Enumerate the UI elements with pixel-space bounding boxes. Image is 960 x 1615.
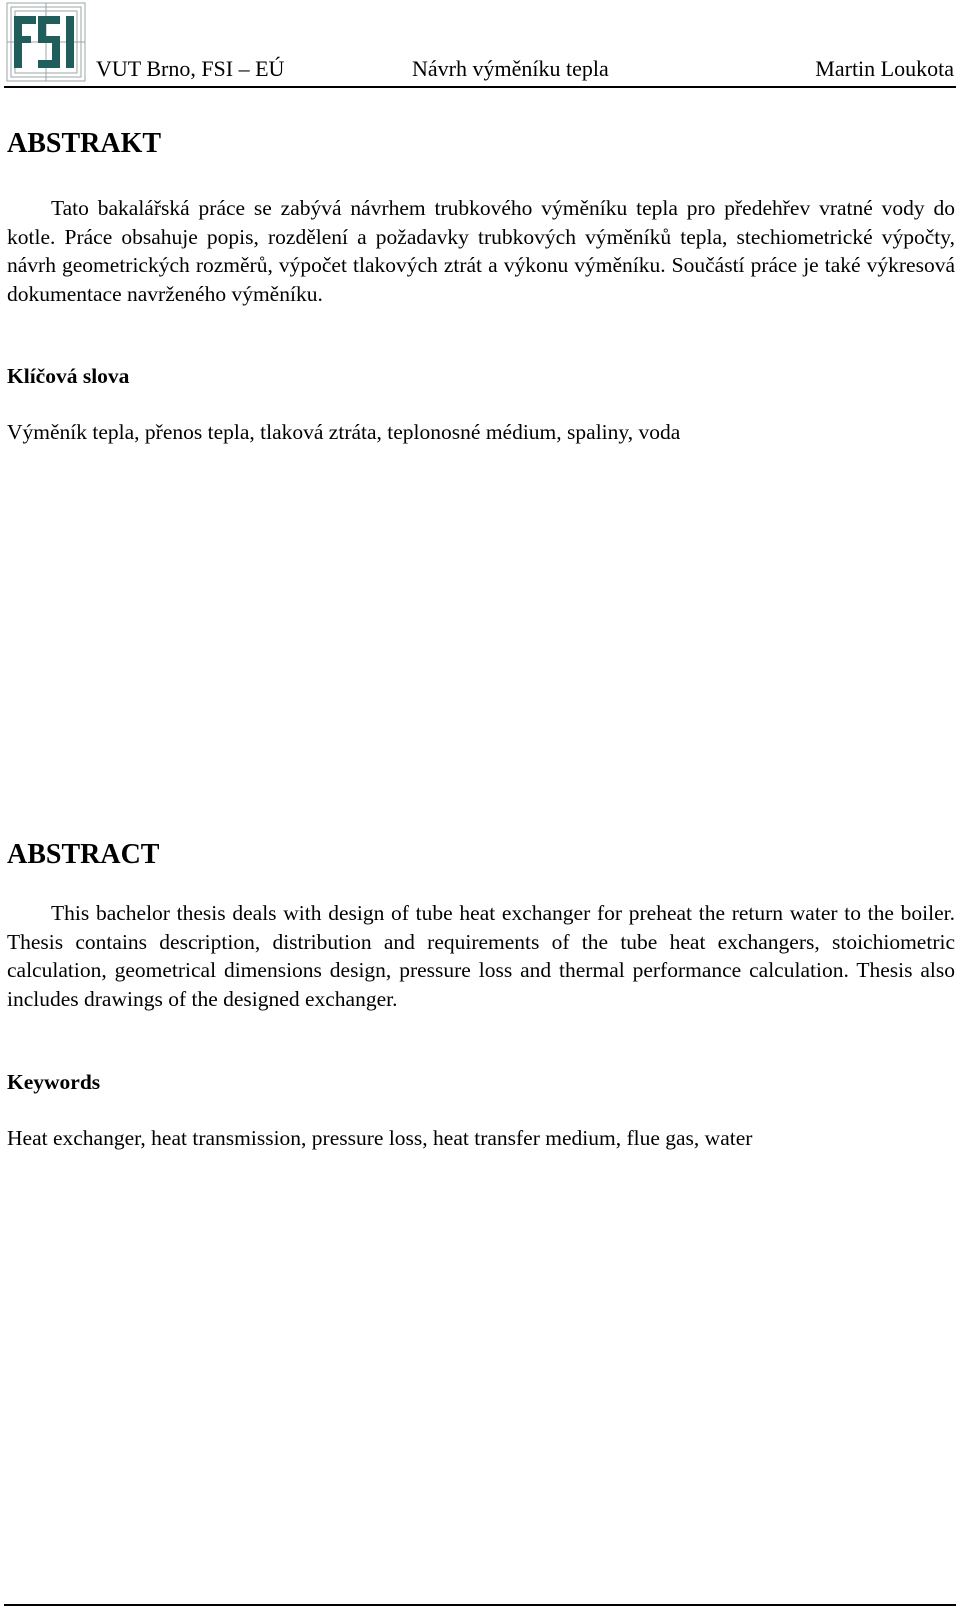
klicova-slova-heading: Klíčová slova: [7, 364, 130, 388]
abstrakt-heading: ABSTRAKT: [7, 128, 162, 159]
header-institution: VUT Brno, FSI – EÚ: [96, 56, 285, 81]
header-title: Návrh výměníku tepla: [412, 56, 609, 81]
klicova-slova-text: Výměník tepla, přenos tepla, tlaková ztráta, teplonosné médium, spaliny, voda: [7, 420, 681, 444]
abstract-paragraph: This bachelor thesis deals with design of tube heat exchanger for preheat the return water to the boiler. Thesis contains description, distribution and requirements of the tube heat exchangers, stoichiometric calculation, geometrical dimensions design, pressure loss and thermal performance calculation. Thesis also includes drawings of the designed exchanger.: [7, 901, 955, 1011]
abstract-heading: ABSTRACT: [7, 839, 160, 870]
keywords-heading: Keywords: [7, 1070, 101, 1094]
abstrakt-paragraph: Tato bakalářská práce se zabývá návrhem trubkového výměníku tepla pro předehřev vratné vody do kotle. Práce obsahuje popis, rozdělení a požadavky trubkových výměníků tepla, stechiometrické výpočty, návrh geometrických rozměrů, výpočet tlakových ztrát a výkonu výměníku. Součástí práce je také výkresová dokumentace navrženého výměníku.: [7, 196, 955, 306]
keywords-text: Heat exchanger, heat transmission, pressure loss, heat transfer medium, flue gas, water: [7, 1126, 753, 1150]
page-header: [0, 0, 960, 92]
header-author: Martin Loukota: [815, 56, 954, 81]
header-divider: [4, 86, 956, 88]
fsi-logo: [6, 2, 86, 82]
footer-divider: [4, 1604, 956, 1606]
